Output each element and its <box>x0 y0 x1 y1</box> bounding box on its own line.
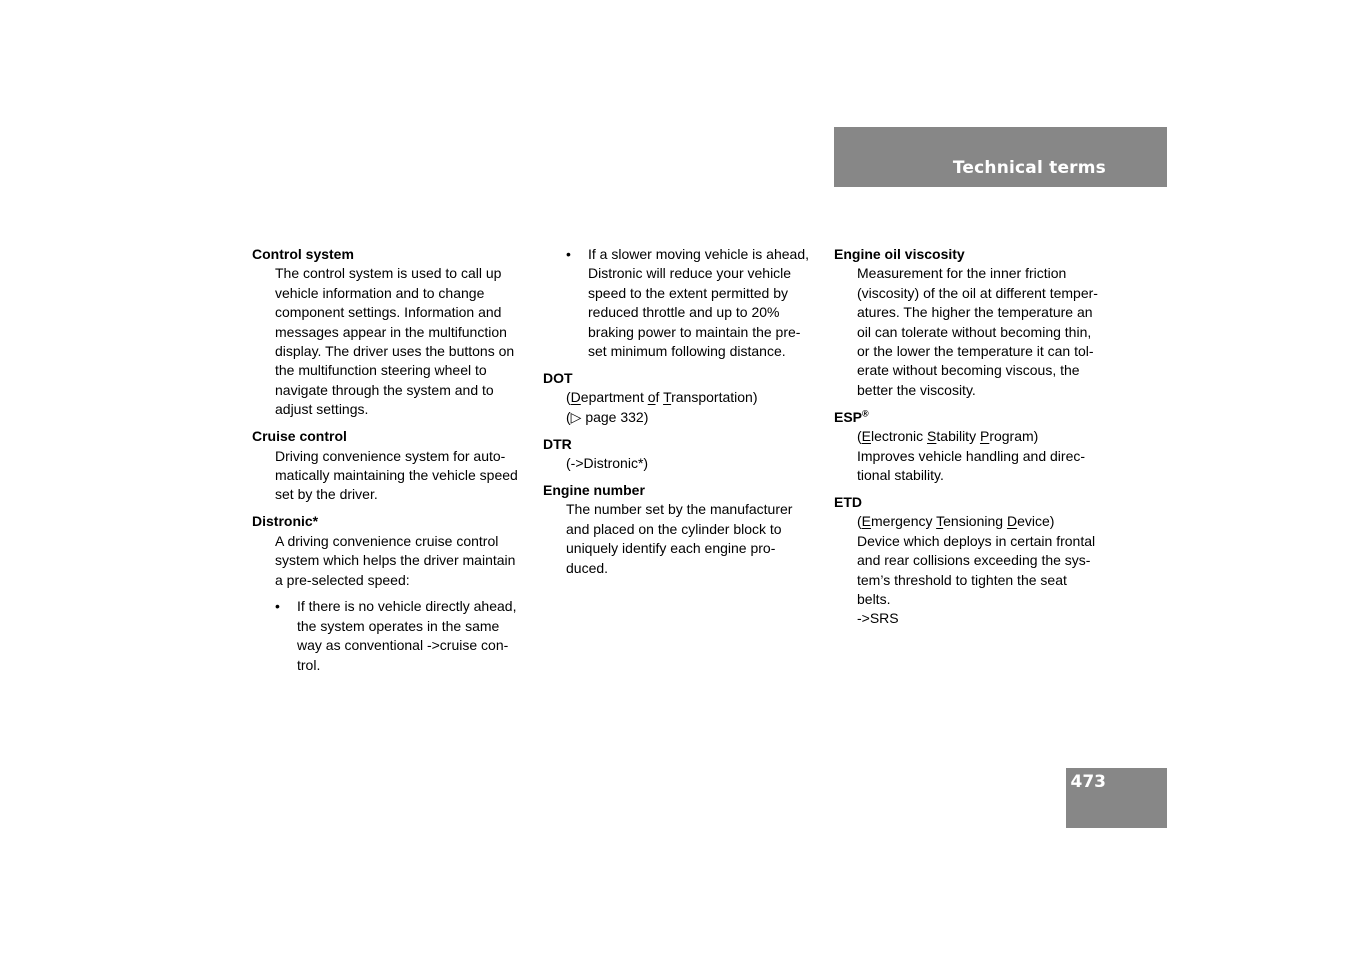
bullet-icon: • <box>566 246 571 262</box>
definition-line: messages appear in the multifunction <box>275 323 507 340</box>
definition-line: better the viscosity. <box>857 381 976 398</box>
bullet-line: set minimum following distance. <box>588 343 786 360</box>
bullet-line: reduced throttle and up to 20% <box>588 304 780 321</box>
bullet-line: braking power to maintain the pre- <box>588 323 801 340</box>
glossary-entry-engine-number <box>543 481 818 578</box>
definition-line: component settings. Information and <box>275 304 502 321</box>
bullet-line: the system operates in the same <box>297 617 500 634</box>
bullet-line: way as conventional ->cruise con- <box>297 637 509 654</box>
distronic-bullet-list-continued <box>566 245 818 361</box>
bullet-line: Distronic will reduce your vehicle <box>588 265 792 282</box>
page-number: 473 <box>1070 772 1106 792</box>
term-dot: DOT <box>543 369 573 386</box>
definition-line: Driving convenience system for auto- <box>275 447 506 464</box>
cross-reference-link[interactable]: (->Distronic*) <box>566 455 649 472</box>
glossary-entry-control-system <box>252 245 527 420</box>
glossary-column-2 <box>543 245 818 586</box>
glossary-entry-distronic <box>252 512 527 675</box>
glossary-entry-dtr <box>543 435 818 474</box>
bullet-line: speed to the extent permitted by <box>588 284 789 301</box>
glossary-entry-cruise-control <box>252 427 527 505</box>
definition-line: duced. <box>566 559 609 576</box>
term-dtr: DTR <box>543 435 572 452</box>
definition-distronic <box>275 532 527 590</box>
glossary-entry-etd <box>834 493 1109 629</box>
definition-line: navigate through the system and to <box>275 381 494 398</box>
definition-line: tional stability. <box>857 466 944 483</box>
bullet-line: If a slower moving vehicle is ahead, <box>588 246 809 262</box>
acronym-expansion: (Emergency Tensioning Device) <box>857 513 1055 530</box>
definition-line: and rear collisions exceeding the sys- <box>857 552 1091 569</box>
definition-line: Device which deploys in certain frontal <box>857 532 1096 549</box>
definition-line: Improves vehicle handling and direc- <box>857 447 1086 464</box>
bullet-icon: • <box>275 598 280 615</box>
bullet-line: If there is no vehicle directly ahead, <box>297 598 517 615</box>
term-distronic: Distronic* <box>252 513 319 530</box>
page-reference-link[interactable]: (▷ page 332) <box>566 408 649 425</box>
definition-line: display. The driver uses the buttons on <box>275 343 515 360</box>
term-engine-number: Engine number <box>543 481 645 498</box>
section-title: Technical terms <box>952 158 1106 178</box>
glossary-column-3 <box>834 245 1109 636</box>
registered-mark: ® <box>862 408 869 419</box>
bullet-line: trol. <box>297 656 321 673</box>
definition-line: tem’s threshold to tighten the seat <box>857 571 1067 588</box>
definition-line: a pre-selected speed: <box>275 571 410 588</box>
definition-line: and placed on the cylinder block to <box>566 520 782 537</box>
definition-cruise-control <box>275 447 527 505</box>
glossary-column-1 <box>252 245 527 683</box>
glossary-entry-esp <box>834 408 1109 486</box>
term-cruise-control: Cruise control <box>252 428 347 445</box>
bullet-item-slower-vehicle-ahead <box>566 245 818 361</box>
definition-line: set by the driver. <box>275 486 378 503</box>
definition-line: (viscosity) of the oil at different temper- <box>857 284 1098 301</box>
cross-reference-link[interactable]: ->SRS <box>857 610 899 627</box>
definition-dtr <box>566 454 818 473</box>
term-control-system: Control system <box>252 246 354 262</box>
term-esp: ESP® <box>834 408 869 425</box>
definition-line: system which helps the driver maintain <box>275 552 516 569</box>
definition-line: belts. <box>857 590 891 607</box>
definition-line: oil can tolerate without becoming thin, <box>857 323 1092 340</box>
definition-engine-oil-viscosity <box>857 264 1109 400</box>
definition-control-system <box>275 264 527 419</box>
bullet-item-no-vehicle-ahead <box>275 597 527 675</box>
term-engine-oil-viscosity: Engine oil viscosity <box>834 246 965 262</box>
definition-line: erate without becoming viscous, the <box>857 362 1080 379</box>
page-number-tab <box>1066 768 1167 828</box>
glossary-entry-dot <box>543 369 818 427</box>
definition-line: vehicle information and to change <box>275 284 485 301</box>
definition-line: or the lower the temperature it can tol- <box>857 343 1094 360</box>
acronym-expansion: (Electronic Stability Program) <box>857 428 1039 445</box>
section-header-tab <box>834 127 1167 187</box>
definition-line: the multifunction steering wheel to <box>275 362 487 379</box>
distronic-bullet-list <box>275 597 527 675</box>
definition-line: atures. The higher the temperature an <box>857 304 1093 321</box>
definition-line: adjust settings. <box>275 401 369 418</box>
definition-line: A driving convenience cruise control <box>275 532 499 549</box>
definition-etd <box>857 512 1109 628</box>
term-etd: ETD <box>834 493 862 510</box>
definition-line: Measurement for the inner friction <box>857 265 1067 282</box>
definition-line: The number set by the manufacturer <box>566 501 793 518</box>
acronym-expansion: (Department of Transportation) <box>566 389 758 406</box>
definition-line: uniquely identify each engine pro- <box>566 540 776 557</box>
glossary-entry-engine-oil-viscosity <box>834 245 1109 400</box>
definition-line: matically maintaining the vehicle speed <box>275 466 518 483</box>
definition-engine-number <box>566 500 818 578</box>
definition-line: The control system is used to call up <box>275 265 502 282</box>
definition-dot <box>566 388 818 427</box>
definition-esp <box>857 427 1109 485</box>
